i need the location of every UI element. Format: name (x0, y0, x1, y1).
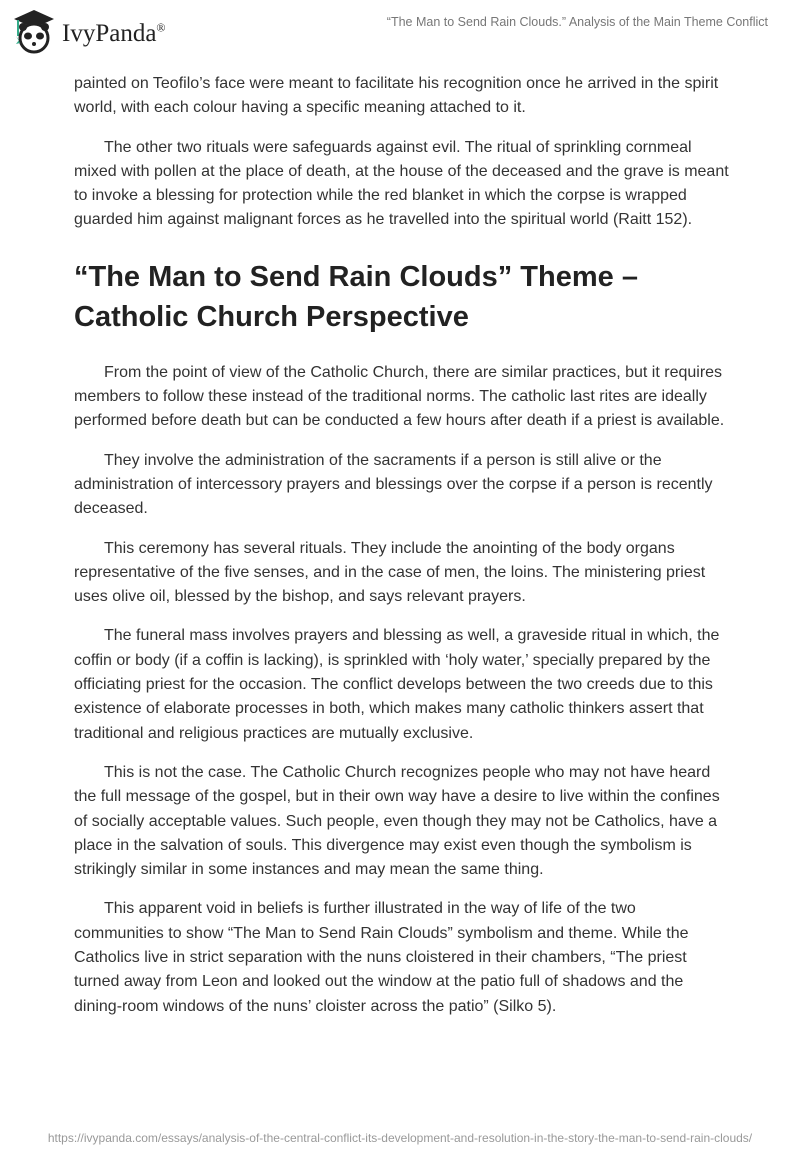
document-title: “The Man to Send Rain Clouds.” Analysis of the Main Theme Conflict (386, 15, 768, 29)
paragraph: This apparent void in beliefs is further illustrated in the way of life of the two communities to show “The Man to Send Rain Clouds” symbolism and theme. While the Catholics live in strict separation with the nuns cloistered in their chambers, “The priest turned away from Leon and looked out the window at the patio full of shadows and the dining-room windows of the nuns’ cloister across the patio” (Silko 5). (74, 900, 689, 1015)
panda-graduate-icon (12, 8, 56, 54)
logo-text: IvyPanda® (62, 20, 166, 47)
footer-url[interactable]: https://ivypanda.com/essays/analysis-of-the-central-conflict-its-development-and-resolution-in-the-story-the-man-to-send-rain-clouds/ (47, 1131, 753, 1145)
page-header (0, 0, 800, 60)
paragraph: The other two rituals were safeguards against evil. The ritual of sprinkling cornmeal mixed with pollen at the place of death, at the house of the deceased and the grave is meant to invoke a blessing for protection while the red blanket in which the corpse is wrapped guarded him against malignant forces as he travelled into the spiritual world (Raitt 152). (74, 138, 729, 229)
paragraph: This ceremony has several rituals. They include the anointing of the body organs representative of the five senses, and in the case of men, the loins. The ministering priest uses olive oil, blessed by the bishop, and says relevant prayers. (74, 539, 706, 606)
paragraph: The funeral mass involves prayers and blessing as well, a graveside ritual in which, the coffin or body (if a coffin is lacking), is sprinkled with ‘holy water,’ specially prepared by the officiating priest for the occasion. The conflict develops between the two creeds due to this existence of elaborate processes in both, which makes many catholic thinkers assert that traditional and religious practices are mutually exclusive. (74, 627, 720, 742)
paragraph: This is not the case. The Catholic Church recognizes people who may not have heard the full message of the gospel, but in their own way have a desire to live within the confines of socially acceptable values. Such people, even though they may not be Catholics, have a place in the salvation of souls. This divergence may exist even though the symbolism is strikingly similar in some instances and may mean the same thing. (74, 763, 720, 879)
essay-body (74, 72, 730, 1034)
section-heading: “The Man to Send Rain Clouds” Theme – Catholic Church Perspective (74, 260, 638, 333)
paragraph: From the point of view of the Catholic Church, there are similar practices, but it requires members to follow these instead of the traditional norms. The catholic last rites are ideally performed before death but can be conducted a few hours after death if a priest is available. (74, 363, 725, 430)
paragraph: painted on Teofilo’s face were meant to facilitate his recognition once he arrived in the spirit world, with each colour having a specific meaning attached to it. (74, 75, 719, 117)
ivypanda-logo[interactable] (12, 8, 166, 54)
paragraph: They involve the administration of the sacraments if a person is still alive or the administration of intercessory prayers and blessings over the corpse if a person is recently deceased. (74, 451, 713, 518)
